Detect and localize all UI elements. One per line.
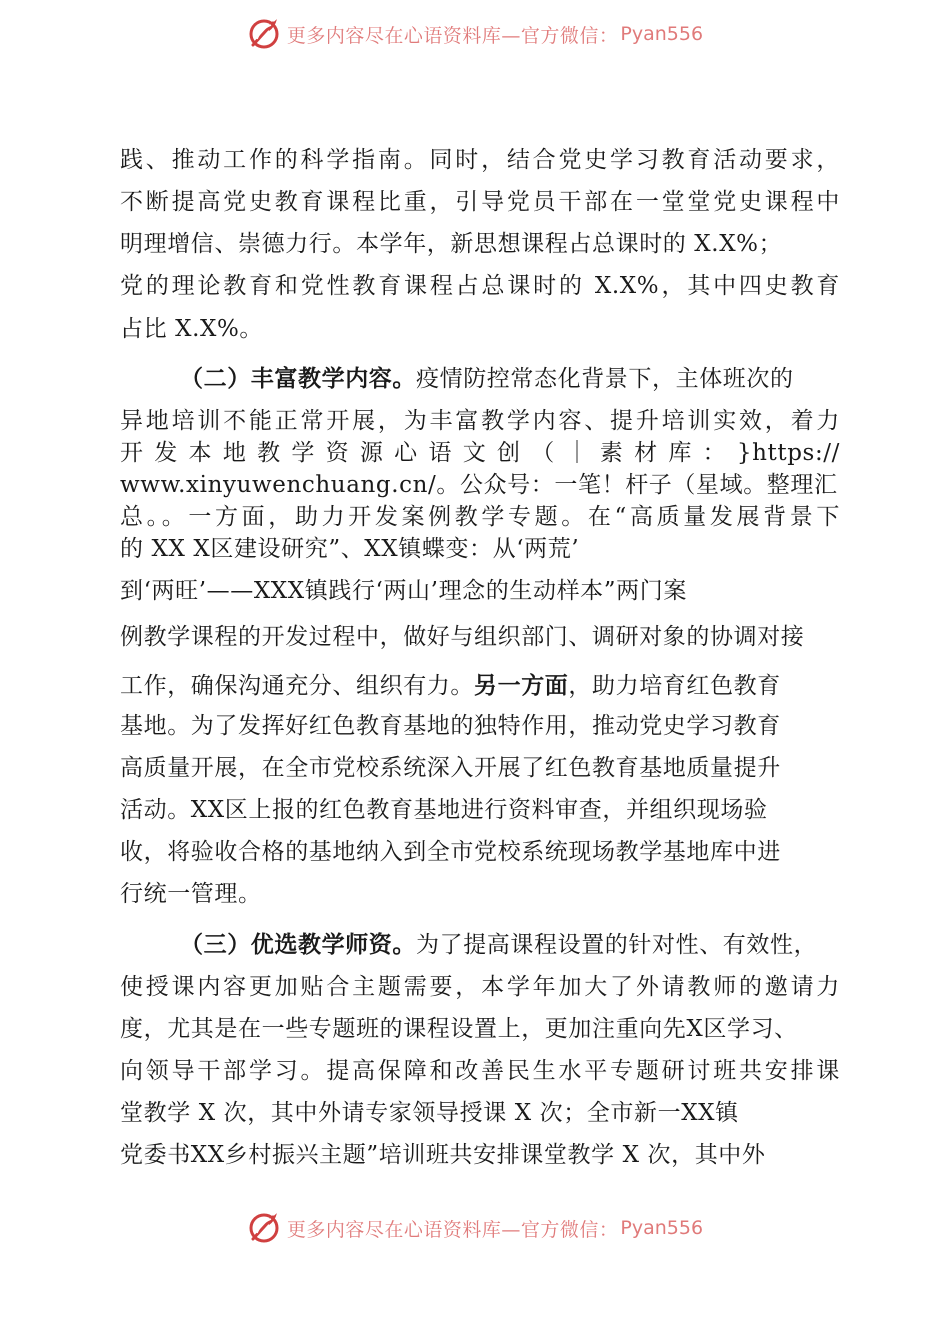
text-run: 开 发 本 地 教 学 资 源 心 语 文 创 （ ｜ 素 材 库 ： }https:// <box>120 440 840 466</box>
paragraph-line <box>120 183 840 216</box>
text-run: 使授课内容更加贴合主题需要，本学年加大了外请教师的邀请力 <box>120 974 840 1000</box>
paragraph-line <box>120 875 262 908</box>
text-run: www.xinyuwenchuang.cn/。公众号：一笔！杆子（星域。整理汇 <box>120 472 838 498</box>
paragraph-line <box>120 498 840 531</box>
header-watermark <box>0 14 950 54</box>
text-run: 异地培训不能正常开展，为丰富教学内容、提升培训实效，着力 <box>120 408 840 434</box>
text-run: 党委书XX乡村振兴主题”培训班共安排课堂教学 X 次，其中外 <box>120 1142 766 1168</box>
paragraph-line <box>120 141 840 174</box>
footer-watermark <box>0 1208 950 1248</box>
text-run: 高质量开展，在全市党校系统深入开展了红色教育基地质量提升 <box>120 755 781 781</box>
text-run: 党的理论教育和党性教育课程占总课时的 X.X%，其中四史教育 <box>120 273 840 299</box>
text-run: 占比 X.X%。 <box>120 316 264 342</box>
text-run: 堂教学 X 次，其中外请专家领导授课 X 次；全市新一XX镇 <box>120 1100 739 1126</box>
watermark-handle: Pyan556 <box>620 23 704 45</box>
watermark-text: 更多内容尽在心语资料库—官方微信： <box>286 24 619 47</box>
bold-run: （三）优选教学师资。 <box>180 932 416 958</box>
paragraph-line <box>120 707 781 740</box>
paragraph-line <box>120 667 781 700</box>
text-run: 践、推动工作的科学指南。同时，结合党史学习教育活动要求， <box>120 147 840 173</box>
text-run: 基地。为了发挥好红色教育基地的独特作用，推动党史学习教育 <box>120 713 781 739</box>
text-run: 例教学课程的开发过程中，做好与组织部门、调研对象的协调对接 <box>120 624 805 650</box>
paragraph-line <box>120 267 840 300</box>
text-run: 为了提高课程设置的针对性、有效性， <box>416 932 818 958</box>
text-run: 到‘两旺’——XXX镇践行‘两山’理念的生动样本”两门案 <box>120 578 687 604</box>
text-run: 活动。XX区上报的红色教育基地进行资料审查，并组织现场验 <box>120 797 768 823</box>
watermark-handle: Pyan556 <box>620 1217 704 1239</box>
text-run: 向领导干部学习。提高保障和改善民生水平专题研讨班共安排课 <box>120 1058 840 1084</box>
text-run: 不断提高党史教育课程比重，引导党员干部在一堂堂党史课程中 <box>120 189 840 215</box>
text-run: 总。。一方面，助力开发案例教学专题。在“高质量发展背景下 <box>120 504 840 530</box>
section-heading-line <box>180 360 794 393</box>
paragraph-line <box>120 1094 739 1127</box>
paragraph-line <box>120 225 782 258</box>
paragraph-line <box>120 572 687 605</box>
paragraph-line <box>120 434 840 467</box>
text-run: 收，将验收合格的基地纳入到全市党校系统现场教学基地库中进 <box>120 839 781 865</box>
text-run: 度，尤其是在一些专题班的课程设置上，更加注重向先X区学习、 <box>120 1016 798 1042</box>
paragraph-line <box>120 1010 798 1043</box>
paragraph-line <box>120 618 804 651</box>
paragraph-line <box>120 530 579 563</box>
section-heading-line <box>180 926 817 959</box>
paragraph-line <box>120 1052 840 1085</box>
paragraph-line <box>120 968 840 1001</box>
paragraph-line <box>120 1136 766 1169</box>
text-run: 疫情防控常态化背景下，主体班次的 <box>416 366 794 392</box>
watermark-text: 更多内容尽在心语资料库—官方微信： <box>286 1218 619 1241</box>
text-run: 工作，确保沟通充分、组织有力。 <box>120 673 474 699</box>
text-run: 的 XX X区建设研究”、XX镇蝶变：从‘两荒’ <box>120 536 580 562</box>
paragraph-line <box>120 310 263 343</box>
paragraph-line <box>120 833 781 866</box>
text-run: 行统一管理。 <box>120 881 262 907</box>
text-run: ，助力培育红色教育 <box>568 673 781 699</box>
paragraph-line <box>120 402 840 435</box>
quill-logo-icon <box>247 1211 281 1245</box>
paragraph-line <box>120 466 838 499</box>
bold-run: （二）丰富教学内容。 <box>180 366 416 392</box>
paragraph-line <box>120 749 781 782</box>
paragraph-line <box>120 791 768 824</box>
quill-logo-icon <box>247 17 281 51</box>
text-run: 明理增信、崇德力行。本学年，新思想课程占总课时的 X.X%； <box>120 231 783 257</box>
bold-run: 另一方面 <box>474 673 569 699</box>
